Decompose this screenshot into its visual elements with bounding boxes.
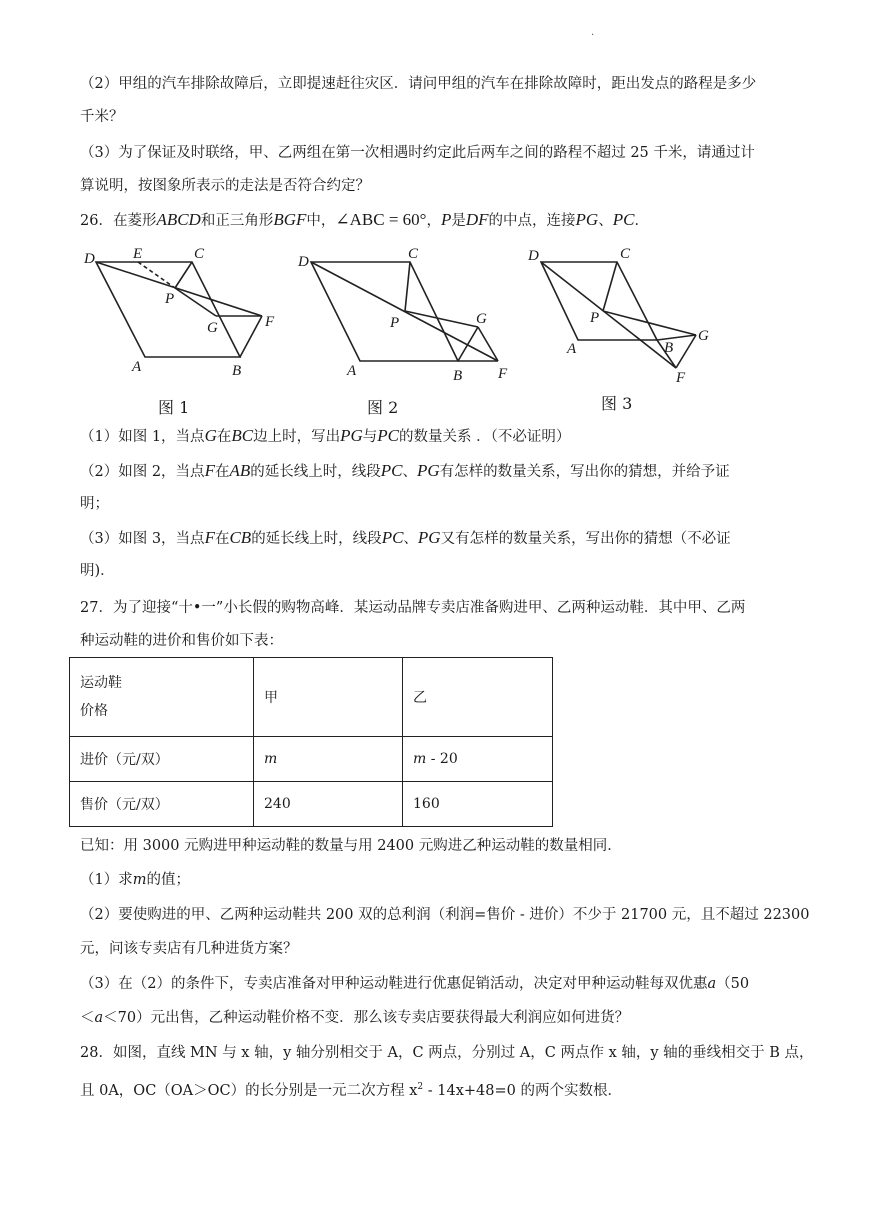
q27-known: 已知：用 3000 元购进甲种运动鞋的数量与用 2400 元购进乙种运动鞋的数量相同． [80,838,622,854]
segment-pc-label: PC [381,528,404,547]
segment-cb-label: CB [229,528,252,547]
segment-ab-label: AB [229,461,251,480]
q27-part2-line1: （2）要使购进的甲、乙两种运动鞋共 200 双的总利润（利润=售价 - 进价）不少于 21700 元，且不超过 22300 [80,907,810,923]
segment-pg-label: PG [340,426,363,445]
q25-part3-line1: （3）为了保证及时联络，甲、乙两组在第一次相遇时约定此后两车之间的路程不超过 25 千米，请通过计 [80,145,755,161]
q26-part1-text: 与 [362,429,378,445]
q26-stem-text: 26．在菱形 [80,213,157,229]
fig3-segment-pc [603,262,617,311]
segment-pc-label: PC [380,461,403,480]
fig3-caption: 图 3 [601,394,633,413]
q28-text: - 14x+48=0 的两个实数根． [423,1082,622,1099]
fig3-label-d: D [528,248,539,264]
q27-part3-line2 [80,1008,629,1028]
table-row-label: 售价（元/双） [70,782,254,827]
fig2-segment-pg [405,311,478,327]
table-cell-value: m [264,751,278,767]
table-col-b: 乙 [403,658,553,737]
q27-part1 [80,870,190,890]
table-corner-cell [70,658,254,737]
fig2-label-b: B [453,368,463,384]
q26-part3-text: 在 [214,531,230,547]
q26-part3-line2: 明)． [80,563,115,579]
fig3-label-c: C [620,246,631,262]
fig1-label-f: F [265,314,275,330]
q26-stem-text: 中， [306,213,336,229]
var-m: m [132,872,147,888]
table-row-label: 进价（元/双） [70,737,254,782]
q28-line1: 28．如图，直线 MN 与 x 轴，y 轴分别相交于 A，C 两点，分别过 A，C 两点作 x 轴，y 轴的垂线相交于 B 点， [80,1045,814,1061]
q26-part2-line2: 明； [80,496,109,512]
segment-pg-label: PG [416,461,440,480]
q26-stem-text: 是 [451,213,466,229]
fig1-label-g: G [207,320,218,336]
q26-part2-text: 的延长线上时，线段 [250,464,381,480]
fig2-segment-df [311,262,498,361]
triangle-label: BGF [273,210,307,229]
table-header-line2: 价格 [80,703,108,719]
exponent: 2 [417,1082,424,1092]
fig2-label-p: P [390,315,400,331]
fig1-segment-pg [175,288,216,316]
q26-part2-text: 、 [402,464,417,480]
fig2-label-c: C [408,246,419,262]
fig1-segment-ep [138,262,175,288]
figure-2 [311,262,498,361]
table-cell-value: - 20 [426,751,458,767]
q27-part3-text: ＜ [80,1010,95,1026]
segment-pg-label: PG [575,210,599,229]
table-col-a: 甲 [254,658,403,737]
point-g-label: G [204,426,217,445]
price-table [69,657,553,827]
fig1-segment-df [96,262,262,316]
fig2-caption: 图 2 [367,398,399,417]
fig2-label-d: D [298,254,309,270]
table-cell [254,737,403,782]
q26-part2-text: 在 [214,464,230,480]
fig3-segment-pg [603,311,696,335]
fig3-label-f: F [676,370,686,386]
var-a: a [94,1010,104,1026]
fig1-label-d: D [84,251,95,267]
fig2-segment-bg [458,327,478,361]
q26-stem-text: ． [634,213,649,229]
q27-part3-line1 [80,974,749,994]
fig1-segment-pc [175,262,192,288]
fig3-segment-bg [657,335,696,340]
segment-pc-label: PC [612,210,635,229]
fig3-segment-gf [676,335,696,368]
table-header-line1: 运动鞋 [80,675,122,691]
fig1-caption: 图 1 [158,398,190,417]
segment-df-label: DF [465,210,489,229]
q26-part3-text: 又有怎样的数量关系，写出你的猜想（不必证 [440,531,731,547]
q26-stem-text: 和正三角形 [200,213,274,229]
q26-part3 [80,528,731,549]
fig3-label-p: P [590,310,600,326]
fig1-label-p: P [165,291,175,307]
point-p-label: P [440,210,452,229]
q27-part3-text: ＜70）元出售，乙种运动鞋价格不变．那么该专卖店要获得最大利润应如何进货？ [103,1010,630,1026]
figure-1 [96,262,262,357]
q25-part2-line1: （2）甲组的汽车排除故障后，立即提速赶往灾区．请问甲组的汽车在排除故障时，距出发点的路程是多少 [80,76,757,92]
table-cell: 240 [254,782,403,827]
fig3-label-g: G [698,328,709,344]
q27-part3-text: （3）在（2）的条件下，专卖店准备对甲种运动鞋进行优惠促销活动，决定对甲种运动鞋每双优惠 [80,976,708,992]
q26-part1-text: 的数量关系 ．（不必证明） [398,429,571,445]
rhombus-label: ABCD [156,210,201,229]
table-row [70,782,553,827]
var-a: a [707,976,717,992]
fig2-segment-pc [405,262,410,311]
table-cell: 160 [403,782,553,827]
segment-pg-label: PG [417,528,441,547]
q28-text: 且 0A，OC（OA＞OC）的长分别是一元二次方程 x [80,1082,418,1099]
fig1-label-c: C [194,246,205,262]
q26-part1-text: 在 [216,429,232,445]
q26-part1-text: （1）如图 1，当点 [80,429,205,445]
segment-pc-label: PC [377,426,399,445]
table-cell [403,737,553,782]
fig1-label-a: A [132,359,142,375]
table-header-row [70,658,553,737]
point-f-label: F [204,461,215,480]
q26-part3-text: （3）如图 3，当点 [80,531,205,547]
q26-stem-text: 的中点，连接 [488,213,576,229]
q26-part2 [80,461,730,482]
q27-part2-line2: 元，问该专卖店有几种进货方案？ [80,941,298,957]
q26-part2-text: 有怎样的数量关系，写出你的猜想，并给予证 [439,464,730,480]
fig1-label-b: B [232,363,242,379]
fig3-rhombus [541,262,657,340]
q26-part1-text: 边上时，写出 [253,429,341,445]
fig2-label-f: F [498,366,508,382]
fig1-label-e: E [133,246,143,262]
q26-part3-text: 、 [403,531,418,547]
q25-part3-line2: 算说明，按图象所表示的走法是否符合约定？ [80,178,370,194]
fig2-label-a: A [347,363,357,379]
fig3-label-a: A [567,341,577,357]
fig2-rhombus [311,262,458,361]
q27-part1-text: 的值； [146,872,190,888]
fig3-segment-df [541,262,676,368]
table-cell-var: m [413,751,427,767]
q26-part3-text: 的延长线上时，线段 [251,531,382,547]
q27-part3-text: （50 [716,976,750,992]
fig2-label-g: G [476,311,487,327]
q26-figures [0,0,869,430]
fig1-segment-fb [240,316,262,357]
q26-stem-text: ， [426,213,441,229]
q26-part2-text: （2）如图 2，当点 [80,464,205,480]
q25-part2-line2: 千米？ [80,109,124,125]
segment-bc-label: BC [231,426,254,445]
q28-line2 [80,1077,622,1101]
fig1-rhombus [96,262,240,357]
point-f-label: F [204,528,215,547]
q27-part1-text: （1）求 [80,872,133,888]
q27-stem-line2: 种运动鞋的进价和售价如下表： [80,633,283,649]
q27-stem-line1: 27．为了迎接“十•一”小长假的购物高峰．某运动品牌专卖店准备购进甲、乙两种运动鞋．其中甲、乙两 [80,600,746,616]
q26-part1 [80,426,570,447]
fig3-label-b: B [664,340,674,356]
angle-condition: ∠ABC = 60° [335,210,427,229]
header-mark: · [591,30,595,41]
q26-stem-text: 、 [598,213,613,229]
table-row [70,737,553,782]
